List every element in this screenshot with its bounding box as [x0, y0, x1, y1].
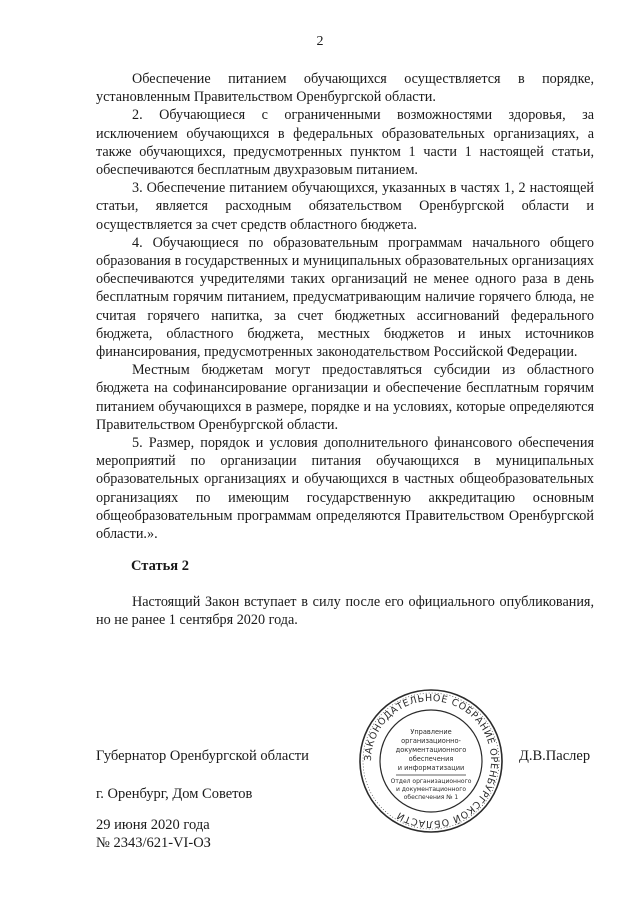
- seal-line: Управление: [410, 728, 452, 736]
- paragraph: 4. Обучающиеся по образовательным программам начального общего образования в государственных и муниципальных образовательных организациях обеспечиваются учредителями таких организаций не менее одного раза в день бесплатным горячим питанием, предусматривающим наличие горячего блюда, не считая горячего напитка, за счет бюджетных ассигнований федерального бюджета, областного бюджета, местных бюджетов и иных источников финансирования, предусмотренных законодательством Российской Федерации.: [96, 234, 594, 361]
- page-number: 2: [316, 34, 324, 49]
- paragraph: 3. Обеспечение питанием обучающихся, указанных в частях 1, 2 настоящей статьи, является расходным обязательством Оренбургской области и осуществляется за счет средств областного бюджета.: [96, 180, 594, 233]
- paragraph: Обеспечение питанием обучающихся осуществляется в порядке, установленным Правительством Оренбургской области.: [96, 71, 594, 106]
- seal-line: обеспечения № 1: [403, 794, 459, 801]
- seal-line: и информатизации: [397, 764, 465, 772]
- seal-line: и документационного: [395, 786, 467, 793]
- article-2-text: Настоящий Закон вступает в силу после его официального опубликования, но не ранее 1 сентября 2020 года.: [96, 594, 594, 629]
- signing-date: 29 июня 2020 года: [96, 817, 210, 833]
- seal-line: организационно-: [401, 737, 461, 745]
- article-1-continuation: [96, 70, 594, 543]
- seal-line: Отдел организационного: [390, 778, 472, 785]
- signer-name: Д.В.Паслер: [519, 748, 591, 764]
- seal-line: обеспечения: [408, 755, 454, 763]
- signing-place: г. Оренбург, Дом Советов: [96, 786, 253, 802]
- paragraph: Местным бюджетам могут предоставляться субсидии из областного бюджета на софинансирование организации и обеспечение бесплатным горячим питанием обучающихся в размере, порядке и на условиях, которые определяются Правительством Оренбургской области.: [96, 362, 594, 433]
- signer-position: Губернатор Оренбургской области: [96, 748, 309, 764]
- seal-line: документационного: [395, 746, 467, 754]
- document-number: № 2343/621-VI-ОЗ: [96, 835, 211, 851]
- article-2-title: Статья 2: [131, 558, 189, 574]
- paragraph: 5. Размер, порядок и условия дополнительного финансового обеспечения мероприятий по организации питания обучающихся в муниципальных образовательных организациях и обучающихся в частных общеобразовательных организациях по имеющим государственную аккредитацию основным общеобразовательным программам определяются Правительством Оренбургской области.».: [96, 435, 594, 543]
- seal-graphic: [356, 686, 506, 836]
- paragraph: 2. Обучающиеся с ограниченными возможностями здоровья, за исключением обучающихся в федеральных образовательных организациях, а также обучающихся, предусмотренных пунктом 1 части 1 настоящей статьи, обеспечиваются бесплатным двухразовым питанием.: [96, 107, 594, 179]
- official-seal: [356, 686, 506, 836]
- seal-ring-text: ЗАКОНОДАТЕЛЬНОЕ СОБРАНИЕ ОРЕНБУРГСКОЙ ОБЛАСТИ: [362, 692, 500, 830]
